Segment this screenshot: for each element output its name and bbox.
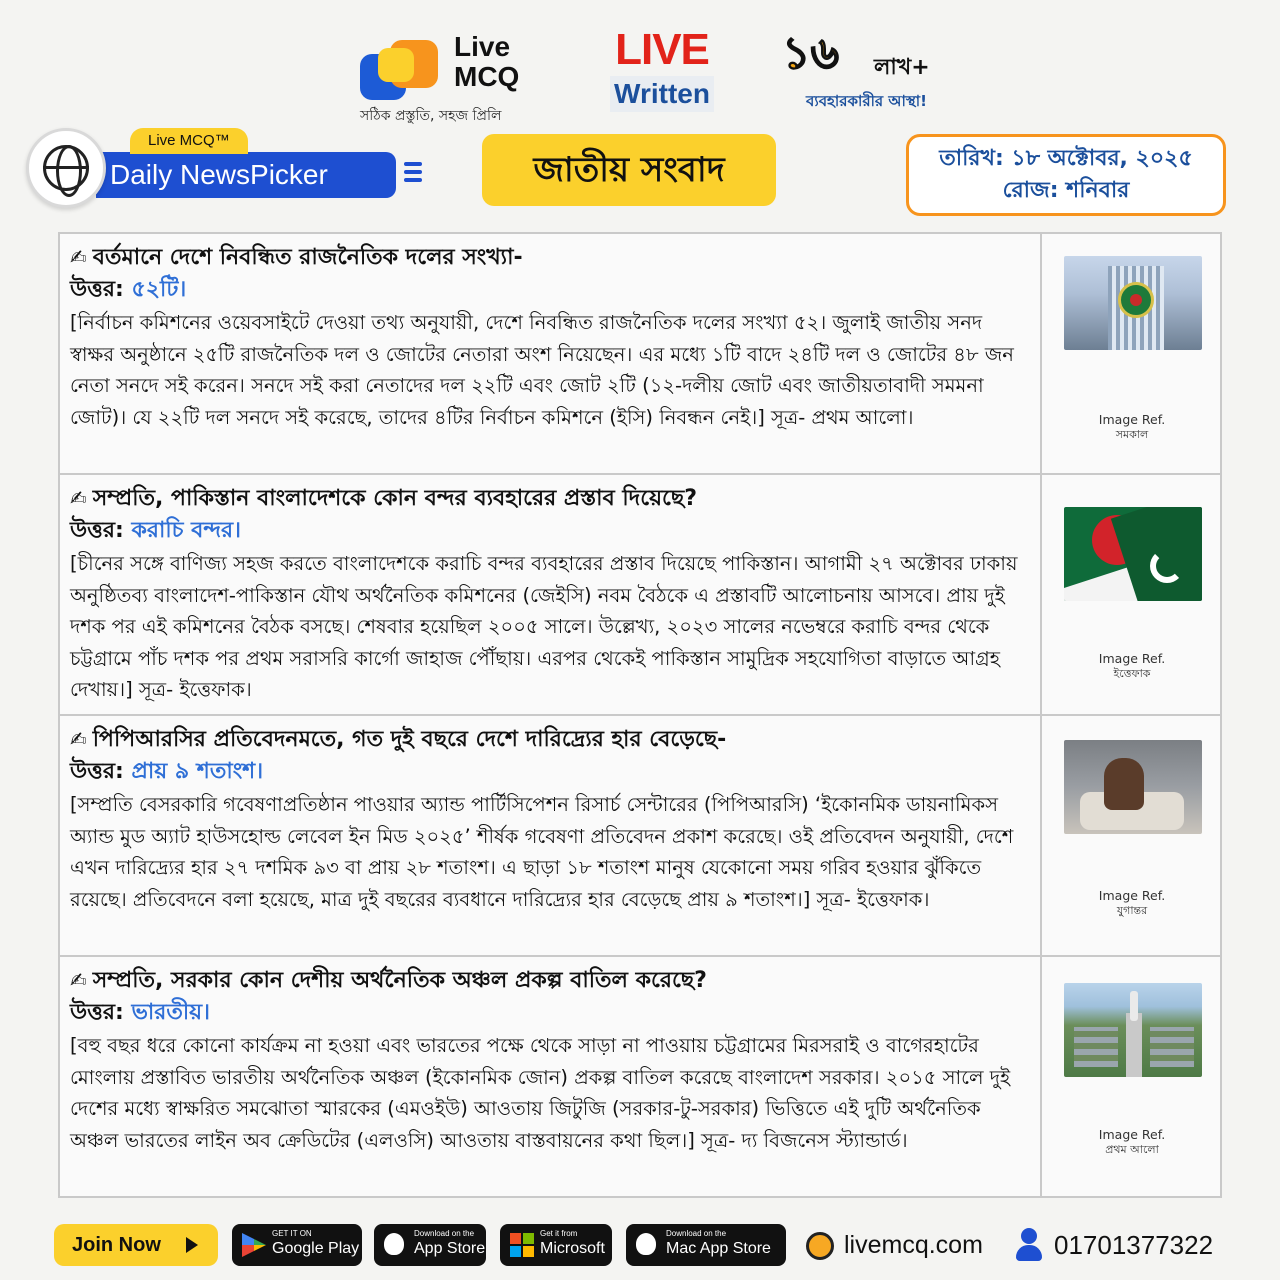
footer [0, 1220, 1280, 1270]
image-ref-source: প্রথম আলো [1105, 1143, 1159, 1156]
image-ref-label: Image Ref. [1098, 888, 1166, 903]
globe-icon [806, 1232, 834, 1260]
image-ref [1044, 651, 1220, 681]
website-text: livemcq.com [844, 1231, 983, 1259]
livemcq-tagline: সঠিক প্রস্তুতি, সহজ প্রিলি [360, 108, 502, 124]
news-text-cell [60, 716, 1042, 955]
live-written-logo[interactable] [610, 26, 714, 118]
image-ref-source: যুগান্তর [1116, 904, 1148, 917]
news-body: [নির্বাচন কমিশনের ওয়েবসাইটে দেওয়া তথ্য অনুযায়ী, দেশে নিবন্ধিত রাজনৈতিক দলের সংখ্যা ৫২। জুলাই জাতীয় সনদ স্বাক্ষর অনুষ্ঠানে ২৫টি রাজনৈতিক দল ও জোটের নেতারা অংশ নিয়েছেন। এর মধ্যে ১টি বাদে ২৪টি দল ও জোটের ৪৮ জন নেতা সনদে সই করেন। সনদে সই করা নেতাদের দল ২২টি এবং জোট ২টি (১২-দলীয় জোট এবং জাতীয়তাবাদী সমমনা জোট)। যে ২২টি দল সনদে সই করেছে, তাদের ৪টির নির্বাচন কমিশনে (ইসি) নিবন্ধন নেই।] সূত্র- প্রথম আলো। [70, 311, 1014, 429]
image-ref-label: Image Ref. [1098, 412, 1166, 427]
news-item [60, 716, 1220, 957]
livemcq-wordmark [454, 32, 519, 92]
news-body: [চীনের সঙ্গে বাণিজ্য সহজ করতে বাংলাদেশকে করাচি বন্দর ব্যবহারের প্রস্তাব দিয়েছে পাকিস্তান। আগামী ২৭ অক্টোবর ঢাকায় অনুষ্ঠিতব্য বাংলাদেশ-পাকিস্তান যৌথ অর্থনৈতিক কমিশনের (জেইসি) নবম বৈঠকে এ প্রস্তাবটি আলোচনায় আসবে। প্রায় দুই দশক পর এই কমিশনের বৈঠক বসছে। শেষবার হয়েছিল ২০০৫ সালে। উল্লেখ্য, ২০২৩ সালের নভেম্বরে করাচি বন্দর থেকে চট্টগ্রামে পাঁচ দশক পর প্রথম সরাসরি কার্গো জাহাজ পৌঁছায়। এরপর থেকেই পাকিস্তান সামুদ্রিক সহযোগিতা বাড়াতে আগ্রহ দেখায়।] সূত্র- ইত্তেফাক। [70, 552, 1018, 701]
google-play-icon [242, 1233, 266, 1257]
answer-label: উত্তর: [70, 759, 124, 784]
image-ref-source: ইত্তেফাক [1113, 667, 1151, 680]
users-unit: লাখ+ [874, 55, 930, 80]
date-box [906, 134, 1226, 216]
pen-icon: ✍ [70, 968, 87, 992]
header-row [0, 124, 1280, 224]
livemcq-logo[interactable] [358, 32, 548, 122]
answer-label: উত্তর: [70, 518, 124, 543]
news-body: [বহু বছর ধরে কোনো কার্যক্রম না হওয়া এবং ভারতের পক্ষে থেকে সাড়া না পাওয়ায় চট্টগ্রামের মিরসরাই ও বাগেরহাটের মোংলায় প্রস্তাবিত ভারতীয় অর্থনৈতিক অঞ্চল (ইকোনমিক জোন) প্রকল্প বাতিল করেছে বাংলাদেশ সরকার। ২০১৫ সালে দুই দেশের মধ্যে স্বাক্ষরিত সমঝোতা স্মারকের (এমওইউ) আওতায় জিটুজি (সরকার-টু-সরকার) ভিত্তিতে এই দুটি অর্থনৈতিক অঞ্চল ভারতের লাইন অব ক্রেডিটের (এলওসি) আওতায় বাস্তবায়নের কথা ছিল।] সূত্র- দ্য বিজনেস স্ট্যান্ডার্ড। [70, 1034, 1011, 1152]
news-image-cell [1044, 716, 1220, 955]
join-now-label: Join Now [72, 1234, 161, 1256]
daily-newspicker-logo [26, 128, 402, 218]
pen-icon: ✍ [70, 727, 87, 751]
answer-text: প্রায় ৯ শতাংশ। [131, 759, 264, 784]
news-table [58, 232, 1222, 1198]
date-line: তারিখ: ১৮ অক্টোবর, ২০২৫ [939, 146, 1193, 171]
google-play-button[interactable] [232, 1224, 362, 1266]
answer-text: করাচি বন্দর। [131, 518, 242, 543]
apple-icon [636, 1233, 656, 1255]
image-ref-source: সমকাল [1115, 428, 1149, 441]
news-image-cell [1044, 475, 1220, 714]
question-line [70, 722, 1030, 757]
news-image-cell [1044, 957, 1220, 1196]
mac-store-small: Download on the [666, 1229, 727, 1238]
live-word: LIVE [615, 25, 709, 74]
poverty-child-image [1064, 740, 1202, 834]
question-line [70, 963, 1030, 998]
image-ref [1044, 888, 1220, 918]
microsoft-store-button[interactable] [500, 1224, 612, 1266]
image-ref-label: Image Ref. [1098, 651, 1166, 666]
written-word: Written [610, 76, 714, 112]
news-item [60, 957, 1220, 1198]
pen-icon: ✍ [70, 486, 87, 510]
mac-store-label: Mac App Store [666, 1240, 771, 1257]
apple-icon [384, 1233, 404, 1255]
users-count-badge [782, 28, 972, 118]
app-store-label: App Store [414, 1240, 486, 1257]
users-tagline: ব্যবহারকারীর আস্থা! [806, 92, 928, 110]
image-ref [1044, 412, 1220, 442]
news-globe-icon [26, 128, 106, 208]
image-ref-label: Image Ref. [1098, 1127, 1166, 1142]
brand-row [0, 24, 1280, 124]
menu-lines-icon [404, 162, 422, 188]
livemcq-wordmark-line1: Live [454, 31, 511, 62]
answer-text: ভারতীয়। [131, 1000, 210, 1025]
answer-text: ৫২টি। [131, 277, 187, 302]
users-count: ১৬ [782, 28, 840, 79]
mac-app-store-button[interactable] [626, 1224, 786, 1266]
question-line [70, 240, 1030, 275]
economic-zone-image [1064, 983, 1202, 1077]
question-text: সম্প্রতি, পাকিস্তান বাংলাদেশকে কোন বন্দর ব্যবহারের প্রস্তাব দিয়েছে? [92, 486, 697, 511]
app-store-small: Download on the [414, 1229, 475, 1238]
dnp-tag: Live MCQ™ [130, 128, 248, 154]
question-text: সম্প্রতি, সরকার কোন দেশীয় অর্থনৈতিক অঞ্চল প্রকল্প বাতিল করেছে? [92, 968, 707, 993]
news-image-cell [1044, 234, 1220, 473]
news-item [60, 475, 1220, 716]
join-now-button[interactable] [54, 1224, 218, 1266]
pen-icon: ✍ [70, 245, 87, 269]
microsoft-label: Microsoft [540, 1240, 605, 1257]
arrow-right-icon [186, 1237, 198, 1253]
news-body: [সম্প্রতি বেসরকারি গবেষণাপ্রতিষ্ঠান পাওয়ার অ্যান্ড পার্টিসিপেশন রিসার্চ সেন্টারের (পিপিআরসি) ‘ইকোনমিক ডায়নামিকস অ্যান্ড মুড অ্যাট হাউসহোল্ড লেবেল ইন মিড ২০২৫’ শীর্ষক গবেষণা প্রতিবেদন প্রকাশ করেছে। ওই প্রতিবেদন অনুযায়ী, দেশে এখন দারিদ্র্যের হার ২৭ দশমিক ৯৩ বা প্রায় ২৮ শতাংশ। এ ছাড়া ১৮ শতাংশ মানুষ যেকোনো সময় গরিব হওয়ার ঝুঁকিতে রয়েছে। প্রতিবেদনে বলা হয়েছে, মাত্র দুই বছরের ব্যবধানে দারিদ্র্যের হার বেড়েছে প্রায় ৯ শতাংশ।] সূত্র- ইত্তেফাক। [70, 793, 1014, 911]
user-phone-icon [1014, 1228, 1044, 1262]
question-text: বর্তমানে দেশে নিবন্ধিত রাজনৈতিক দলের সংখ্যা- [92, 245, 523, 270]
livemcq-wordmark-line2: MCQ [454, 61, 520, 92]
answer-label: উত্তর: [70, 277, 124, 302]
app-store-button[interactable] [374, 1224, 486, 1266]
dnp-title: Daily NewsPicker [96, 152, 396, 198]
news-item [60, 234, 1220, 475]
answer-line [70, 516, 1030, 546]
news-text-cell [60, 957, 1042, 1196]
image-ref [1044, 1127, 1220, 1157]
section-title: জাতীয় সংবাদ [482, 134, 776, 206]
google-play-small: GET IT ON [272, 1229, 312, 1238]
question-text: পিপিআরসির প্রতিবেদনমতে, গত দুই বছরে দেশে দারিদ্র্যের হার বেড়েছে- [92, 727, 727, 752]
microsoft-small: Get it from [540, 1229, 578, 1238]
answer-line [70, 998, 1030, 1028]
news-text-cell [60, 475, 1042, 714]
answer-line [70, 757, 1030, 787]
flags-image [1064, 507, 1202, 601]
news-text-cell [60, 234, 1042, 473]
livemcq-logo-icon [360, 40, 438, 100]
day-line: রোজ: শনিবার [1002, 178, 1130, 203]
microsoft-icon [510, 1233, 534, 1257]
answer-line [70, 275, 1030, 305]
question-line [70, 481, 1030, 516]
answer-label: উত্তর: [70, 1000, 124, 1025]
election-commission-image [1064, 256, 1202, 350]
phone-text: 01701377322 [1054, 1230, 1214, 1260]
google-play-label: Google Play [272, 1240, 360, 1257]
